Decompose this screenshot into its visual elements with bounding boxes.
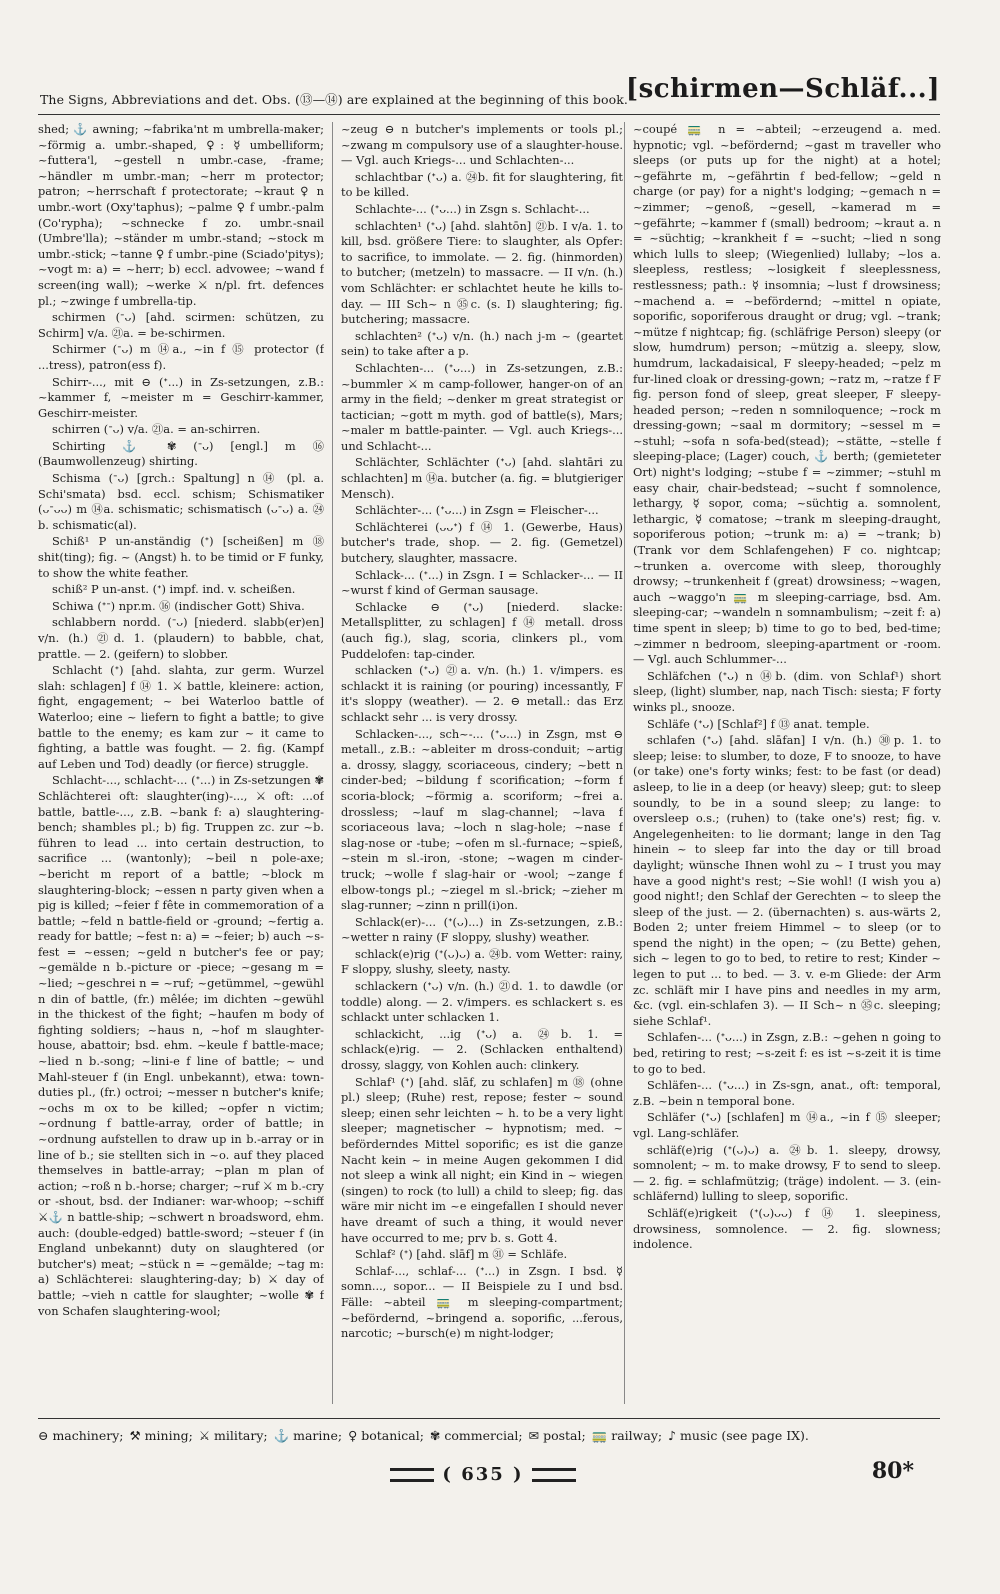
dictionary-entry: schlafen (ᐩᴗ) [ahd. slāfan] I v/n. (h.) ㉚p. 1. to sleep; leise: to slumber, to doze, F to snooze, to have (or take) one's forty winks; fest: to be fast (or dead) asleep, to lie in a deep (or heavy) sleep; gut: to sleep soundly, to be in a sound sleep; zu lange: to oversleep o.s.; (ruhen) to (take one's) rest; fig. v. Angelegenheiten: to lie dormant; lange in den Tag hinein ~ to sleep far into the day or till broad daylight; wünsche Ihnen wohl zu ~ I trust you may have a good night's rest; ~Sie wohl! (I wish you a) good night!; den Schlaf der Gerechten ~ to sleep the sleep of the just. — 2. (übernachten) s. aus-wärts 2, Boden 2; unter freiem Himmel ~ to sleep (or to spend the night) in the open; ~ (zu Bette) gehen, sich ~ legen to go to bed, to retire to rest; Kinder ~ legen to put ... to bed. — 3. v. e-m Gliede: der Arm zc. schläft mir I have pins and needles in my arm, &c. (vgl. ein-schlafen 3). — II Sch~ n ㉟c. sleeping; siehe Schlaf¹.: [633, 733, 941, 1028]
legend-item: 🚃 railway;: [591, 1428, 663, 1443]
dictionary-entry: Schlaf-..., schlaf-... (ᐩ...) in Zsgn. I bsd. ☿ somn..., sopor... — II Beispiele zu I und bsd. Fälle: ~abteil 🚃 m sleeping-compartment; ~befördernd, ~bringend a. soporific, ...ferous, narcotic; ~bursch(e) m night-lodger;: [341, 1263, 623, 1341]
legend-item: ⚒ mining;: [129, 1428, 193, 1443]
dictionary-page: [38, 70, 940, 1570]
dictionary-entry: Schläf(e)rigkeit (ᐩ(ᴗ)ᴗᴗ) f ⑭ 1. sleepiness, drowsiness, somnolence. — 2. fig. slowness; indolence.: [633, 1205, 941, 1252]
dictionary-entry: Schlächter, Schlächter (ᐩᴗ) [ahd. slahtāri zu schlachten] m ⑭a. butcher (a. fig. = blutgieriger Mensch).: [341, 455, 623, 501]
legend-item: ♪ music (see page IX).: [668, 1428, 809, 1443]
folio-bars-right: [532, 1468, 576, 1482]
dictionary-entry: schlachtbar (ᐩᴗ) a. ㉔b. fit for slaughtering, fit to be killed.: [341, 169, 623, 200]
dictionary-entry: Schlächter-... (ᐩᴗ...) in Zsgn = Fleischer-...: [355, 503, 599, 518]
legend-item: ⊖ machinery;: [38, 1428, 124, 1443]
signature-mark: 80*: [871, 1458, 914, 1484]
page-header: [38, 70, 940, 115]
dictionary-entry: Schlafen-... (ᐩᴗ...) in Zsgn, z.B.: ~gehen n going to bed, retiring to rest; ~s-zeit f: es ist ~s-zeit it is time to go to bed.: [633, 1030, 941, 1076]
dictionary-entry: ~zeug ⊖ n butcher's implements or tools pl.; ~zwang m compulsory use of a slaughter-house. — Vgl. auch Kriegs-... und Schlachten-...: [341, 122, 623, 168]
dictionary-entry: Schläfen-... (ᐩᴗ...) in Zs-sgn, anat., oft: temporal, z.B. ~bein n temporal bone.: [633, 1078, 941, 1108]
dictionary-entry: schirren (ᐨᴗ) v/a. ㉑a. = an-schirren.: [52, 422, 261, 437]
dictionary-entry: Schiß¹ P un-anständig (ᐩ) [scheißen] m ⑱ shit(ting); fig. ~ (Angst) h. to be timid or F funky, to show the white feather.: [38, 534, 324, 580]
footer-rule: [38, 1418, 940, 1419]
dictionary-entry: Schlaf² (ᐩ) [ahd. slāf] m ㉛ = Schläfe.: [355, 1247, 568, 1262]
dictionary-entry: Schiwa (ᐩᐨ) npr.m. ⑯ (indischer Gott) Shiva.: [52, 598, 305, 613]
dictionary-entry: schlachten² (ᐩᴗ) v/n. (h.) nach j-m ~ (geartet sein) to take after a p.: [341, 328, 623, 359]
dictionary-entry: Schlaf¹ (ᐩ) [ahd. slāf, zu schlafen] m ⑱ (ohne pl.) sleep; (Ruhe) rest, repose; fester ~ sound sleep; einen sehr leichten ~ h. to be a very light sleeper; magnetischer ~ hypnotism; med. ~ beförderndes Mittel soporific; es ist die ganze Nacht kein ~ in meine Augen gekommen I did not sleep a wink all night; ein Kind in ~ wiegen (singen) to rock (to lull) a child to sleep; fig. das wäre mir nicht im ~e eingefallen I should never have dreamt of such a thing, it would never have occurred to me; prv b. s. Gott 4.: [341, 1074, 623, 1245]
dictionary-entry: Schläfer (ᐩᴗ) [schlafen] m ⑭a., ~in f ⑮ sleeper; vgl. Lang-schläfer.: [633, 1110, 941, 1140]
folio-bars-left: [390, 1468, 434, 1482]
legend-item: ♀ botanical;: [348, 1428, 424, 1443]
dictionary-entry: Schlack(er)-... (ᐩ(ᴗ)...) in Zs-setzungen, z.B.: ~wetter n rainy (F sloppy, slushy) weather.: [341, 914, 623, 945]
dictionary-entry: Schirmer (ᐨᴗ) m ⑭a., ~in f ⑮ protector (f ...tress), patron(ess f).: [38, 342, 324, 372]
dictionary-entry: schlackern (ᐩᴗ) v/n. (h.) ㉑d. 1. to dawdle (or toddle) along. — 2. v/impers. es schlackert s. es schlackt unter schlacken 1.: [341, 979, 623, 1025]
dictionary-entry: Schlachten-... (ᐩᴗ...) in Zs-setzungen, z.B.: ~bummler ⚔ m camp-follower, hanger-on of an army in the field; ~denker m great strategist or tactician; ~gott m myth. god of battle(s), Mars; ~maler m battle-painter. — Vgl. auch Kriegs-... und Schlacht-...: [341, 360, 623, 453]
abbreviations-note: The Signs, Abbreviations and det. Obs. (⑬—⑭) are explained at the beginning of this book.: [40, 92, 628, 107]
dictionary-entry: Schlacht (ᐩ) [ahd. slahta, zur germ. Wurzel slah: schlagen] f ⑭ 1. ⚔ battle, kleinere: action, fight, engagement; ~ bei Waterloo battle of Waterloo; eine ~ liefern to fight a battle; to give battle to the enemy; es kam zur ~ it came to fighting, a battle was fought. — 2. fig. (Kampf auf Leben und Tod) deadly (or fierce) struggle.: [38, 663, 324, 771]
legend-item: ⚔ military;: [198, 1428, 268, 1443]
entry-columns: [38, 122, 940, 1404]
dictionary-entry: Schläfchen (ᐩᴗ) n ⑭b. (dim. von Schlaf¹) short sleep, (light) slumber, nap, nach Tisch: siesta; F forty winks pl., snooze.: [633, 668, 941, 714]
dictionary-entry: schläf(e)rig (ᐩ(ᴗ)ᴗ) a. ㉔b. 1. sleepy, drowsy, somnolent; ~ m. to make drowsy, F to send to sleep. — 2. fig. = schlafmützig; (träge) indolent. — 3. (ein-schläfernd) lulling to sleep, soporific.: [633, 1142, 941, 1204]
page-number-text: ( 635 ): [442, 1464, 524, 1485]
running-head: [schirmen—Schläf...]: [625, 74, 940, 104]
dictionary-entry: Schlachte-... (ᐩᴗ...) in Zsgn s. Schlacht-...: [355, 201, 590, 216]
column-left: [38, 122, 324, 1404]
dictionary-entry: shed; ⚓ awning; ~fabrika'nt m umbrella-maker; ~förmig a. umbr.-shaped, ♀: ☿ umbelliform; ~futtera'l, ~gestell n umbr.-case, -frame; ~händler m umbr.-man; ~herr m protector; patron; ~herrschaft f protectorate; ~kraut ♀ n umbr.-wort (Oxy'taphus); ~palme ♀ f umbr.-palm (Co'rypha); ~schnecke f zo. umbr.-snail (Umbre'lla); ~ständer m umbr.-stand; ~stock m umbr.-stick; ~tanne ♀ f umbr.-pine (Sciado'pitys); ~vogt m: a) = ~herr; b) eccl. advowee; ~wand f screen(ing wall); ~werke ⚔ n/pl. frt. defences pl.; ~zwinge f umbrella-tip.: [38, 122, 324, 308]
column-right: [624, 122, 941, 1404]
dictionary-entry: Schlacken-..., sch~-... (ᐩᴗ...) in Zsgn, mst ⊖ metall., z.B.: ~ableiter m dross-conduit; ~artig a. drossy, slaggy, scoriaceous, cindery; ~bett n cinder-bed; ~bildung f scorification; ~form f scoria-block; ~förmig a. scoriform; ~frei a. drossless; ~lauf m slag-channel; ~lava f scoriaceous lava; ~loch n slag-hole; ~nase f slag-nose or -tube; ~ofen m sl.-furnace; ~spieß, ~stein m sl.-iron, -stone; ~wagen m cinder-truck; ~wolle f slag-hair or -wool; ~zange f elbow-tongs pl.; ~ziegel m sl.-brick; ~zieher m slag-runner; ~zinn n prill(i)on.: [341, 726, 623, 913]
dictionary-entry: ~coupé 🚃 n = ~abteil; ~erzeugend a. med. hypnotic; vgl. ~befördernd; ~gast m traveller who sleeps (or puts up for the night) at a hotel; ~gefährte m, ~gefährtin f bed-fellow; ~geld n charge (or pay) for a night's lodging; ~gemach n = ~zimmer; ~genoß, ~gesell, ~kamerad m = ~gefährte; ~kammer f (small) bedroom; ~kraut a. n = ~süchtig; ~krankheit f = ~sucht; ~lied n song which lulls to sleep; (Wiegenlied) lullaby; ~los a. sleepless, restless; ~losigkeit f sleeplessness, restlessness; path.: ☿ insomnia; ~lust f drowsiness; ~machend a. = ~befördernd; ~mittel n opiate, soporific, soporiferous draught or drug; vgl. ~trank; ~mütze f nightcap; fig. (schläfrige Person) sleepy (or slow, humdrum) person; ~mützig a. sleepy, slow, humdrum, lackadaisical, F sleepy-headed; ~pelz m fur-lined cloak or dressing-gown; ~ratz m, ~ratze f F fig. person fond of sleep, great sleeper, F sleepy-headed person; ~reden n somniloquence; ~rock m dressing-gown; ~saal m dormitory; ~sessel m = ~stuhl; ~sofa n sofa-bed(stead); ~stätte, ~stelle f sleeping-place; (Lager) couch, ⚓ berth; (gemieteter Ort) night's lodging; ~stube f = ~zimmer; ~stuhl m easy chair, chair-bedstead; ~sucht f somnolence, lethargy, ☿ sopor, coma; ~süchtig a. somnolent, lethargic, ☿ comatose; ~trank m sleeping-draught, soporiferous potion; ~trunk m: a) = ~trank; b) (Trank vor dem Schlafengehen) F co. nightcap; ~trunken a. overcome with sleep, thoroughly drowsy; ~trunkenheit f (great) drowsiness; ~wagen, auch ~waggo'n 🚃 m sleeping-carriage, bsd. Am. sleeping-car; ~wandeln n somnambulism; ~zeit f: a) time spent in sleep; b) time to go to bed, bed-time; ~zimmer n bedroom, sleeping-apartment or -room. — Vgl. auch Schlummer-...: [633, 122, 941, 667]
dictionary-entry: schlack(e)rig (ᐩ(ᴗ)ᴗ) a. ㉔b. vom Wetter: rainy, F sloppy, slushy, sleety, nasty.: [341, 946, 623, 977]
dictionary-entry: Schlack-... (ᐩ...) in Zsgn. I = Schlacker-... — II ~wurst f kind of German sausage.: [341, 567, 623, 598]
dictionary-entry: Schläfe (ᐩᴗ) [Schlaf²] f ⑬ anat. temple.: [647, 716, 870, 731]
column-middle: [332, 122, 623, 1404]
dictionary-entry: Schirting ⚓ ✾ (ᐨᴗ) [engl.] m ⑯ (Baumwollenzeug) shirting.: [38, 438, 324, 469]
legend-item: ✾ commercial;: [429, 1428, 523, 1443]
dictionary-entry: Schlacht-..., schlacht-... (ᐩ...) in Zs-setzungen ✾ Schlächterei oft: slaughter(ing)-..., ⚔ oft: ...of battle, battle-..., z.B. ~bank f: a) slaughtering-bench; shambles pl.; b) fig. Truppen zc. zur ~b. führen to lead ... into certain destruction, to sacrifice ... (wantonly); ~beil n pole-axe; ~bericht m report of a battle; ~block m slaughtering-block; ~essen n party given when a pig is killed; ~feier f fête in commemoration of a battle; ~feld n battle-field or -ground; ~fertig a. ready for battle; ~fest n: a) = ~feier; b) auch ~s-fest = ~essen; ~geld n butcher's fee or pay; ~gemälde n b.-picture or -piece; ~gesang m = ~lied; ~geschrei n = ~ruf; ~getümmel, ~gewühl n din of battle, (fr.) mêlée; im dichten ~gewühl in the thickest of the fight; ~haufen m body of fighting soldiers; ~haus n, ~hof m slaughter-house, abattoir; bsd. ehm. ~keule f battle-mace; ~lied n b.-song; ~lini-e f line of battle; ~ und Mahl-steuer f (in Engl. unbekannt), etwa: town-duties pl., (fr.) octroi; ~messer n butcher's knife; ~ochs m ox to be killed; ~opfer n victim; ~ordnung f battle-array, order of battle; in ~ordnung aufstellen to draw up in b.-array or in line of b.; sie stellten sich in ~o. auf they placed themselves in battle-array; ~plan m plan of action; ~roß n b.-horse; charger; ~ruf ⚔ m b.-cry or -shout, bsd. der Indianer: war-whoop; ~schiff ⚔⚓ n battle-ship; ~schwert n broadsword, ehm. auch: (double-edged) battle-sword; ~steuer f (in England unbekannt) duty on slaughtered (or butcher's) meat; ~stück n = ~gemälde; ~tag m: a) Schlächterei: slaughtering-day; b) ⚔ day of battle; ~vieh n cattle for slaughter; ~wolle ✾ f von Schafen slaughtering-wool;: [38, 773, 324, 1318]
legend-item: ⚓ marine;: [273, 1428, 343, 1443]
dictionary-entry: Schlächterei (ᴗᴗᐩ) f ⑭ 1. (Gewerbe, Haus) butcher's trade, shop. — 2. fig. (Gemetzel) butchery, slaughter, massacre.: [341, 519, 623, 566]
dictionary-entry: Schlacke ⊖ (ᐩᴗ) [niederd. slacke: Metallsplitter, zu schlagen] f ⑭ metall. dross (auch fig.), slag, scoria, clinkers pl., vom Puddelofen: tap-cinder.: [341, 599, 623, 661]
dictionary-entry: schiß² P un-anst. (ᐩ) impf. ind. v. scheißen.: [52, 582, 296, 597]
dictionary-entry: schlachten¹ (ᐩᴗ) [ahd. slahtōn] ㉑b. I v/a. 1. to kill, bsd. größere Tiere: to slaughter, als Opfer: to sacrifice, to immolate. — 2. fig. (hinmorden) to butcher; (metzeln) to massacre. — II v/n. (h.) vom Schlächter: er schlachtet heute he kills to-day. — III Sch~ n ㉟c. (s. I) slaughtering; fig. butchering; massacre.: [341, 218, 623, 327]
symbol-legend: [38, 1428, 940, 1444]
legend-item: ✉ postal;: [528, 1428, 586, 1443]
dictionary-entry: schlackicht, ...ig (ᐩᴗ) a. ㉔b. 1. = schlack(e)rig. — 2. (Schlacken enthaltend) drossy, slaggy, von Kohlen auch: clinkery.: [341, 1026, 623, 1073]
dictionary-entry: schlacken (ᐩᴗ) ㉑a. v/n. (h.) 1. v/impers. es schlackt it is raining (or pouring) incessantly, F it's sloppy (weather). — 2. ⊖ metall.: das Erz schlackt sehr ... is very drossy.: [341, 663, 623, 724]
dictionary-entry: Schirr-..., mit ⊖ (ᐩ...) in Zs-setzungen, z.B.: ~kammer f, ~meister m = Geschirr-kammer, Geschirr-meister.: [38, 374, 324, 420]
dictionary-entry: Schisma (ᐨᴗ) [grch.: Spaltung] n ⑭ (pl. a. Schi'smata) bsd. eccl. schism; Schismatiker (ᴗᐨᴗᴗ) m ⑭a. schismatic; schismatisch (ᴗᐨᴗ) a. ㉔b. schismatic(al).: [38, 471, 324, 532]
dictionary-entry: schirmen (ᐨᴗ) [ahd. scirmen: schützen, zu Schirm] v/a. ㉑a. = be-schirmen.: [38, 310, 324, 340]
page-number: [378, 1464, 588, 1485]
dictionary-entry: schlabbern nordd. (ᐨᴗ) [niederd. slabb(er)en] v/n. (h.) ㉑d. 1. (plaudern) to babble, chat, prattle. — 2. (geifern) to slobber.: [38, 615, 324, 661]
